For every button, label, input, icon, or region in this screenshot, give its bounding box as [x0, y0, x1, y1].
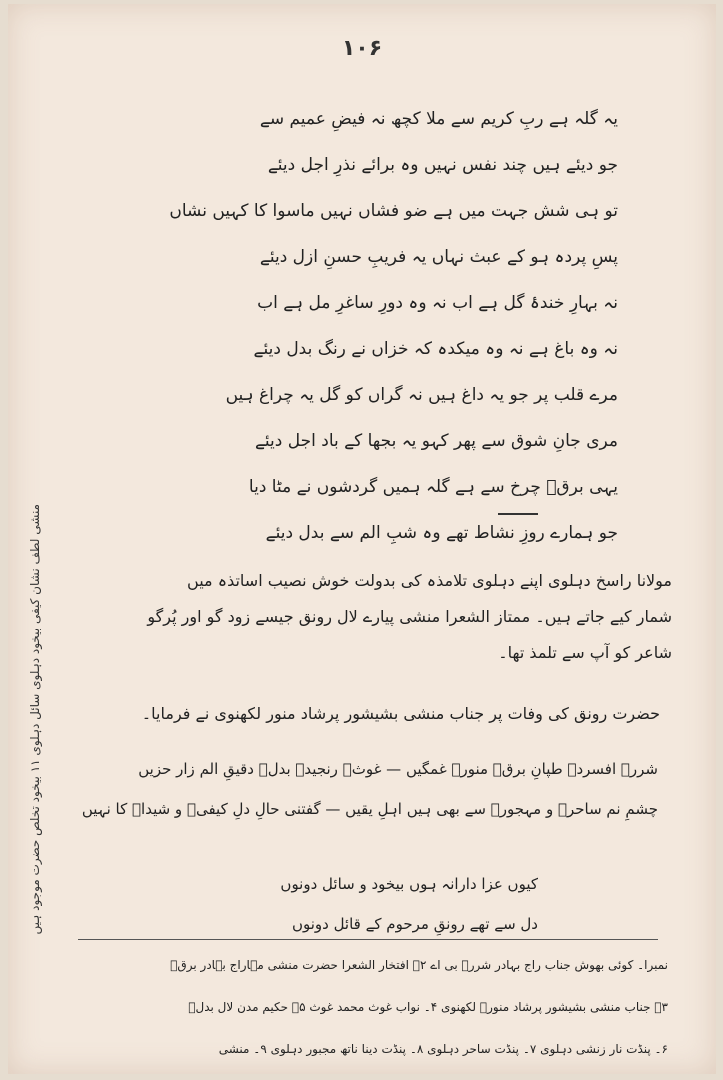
margin-annotation-text: منشی لطف نشان کیفی بیخود دہلوی سائل دہلوی ۱۱ بیخود تخلص حضرت موجود ہیں: [28, 504, 42, 935]
verse-line: تو ہی شش جہت میں ہے ضو فشاں نہیں ماسوا کا کہیں نشاں: [169, 200, 618, 221]
closing-couplet: [158, 864, 538, 944]
verse-line: مرے قلب پر جو یہ داغ ہیں نہ گراں کو گل یہ چراغ ہیں: [225, 384, 618, 405]
verse-line: نہ وہ باغ ہے نہ وہ میکدہ کہ خزاں نے رنگ بدل دیئے: [253, 338, 618, 359]
verse-line: پسِ پردہ ہو کے عبث نہاں یہ فریبِ حسنِ ازل دیئے: [259, 246, 618, 267]
footnote-line: ۶۔ پنڈت نار زنشی دہلوی ۷۔ پنڈت ساحر دہلوی ۸۔ پنڈت دینا ناتھ مجبور دہلوی ۹۔ منشی: [218, 1042, 668, 1056]
tribute-line: شررؔ افسردہ طپانِ برقؔ منورؔ غمگیں — غوثؔ رنجیدہ بدلؔ دقیقِ الم زار حزیں: [138, 760, 658, 778]
footnote-line: نمبرا۔ کوئی بھوش جناب راج بہادر شررؔ بی اے ۲۔ افتخار الشعرا حضرت منشی مہاراج بہادر برقؔ: [170, 958, 668, 972]
tribute-verses: [48, 749, 658, 829]
verse-line: جو ہمارے روزِ نشاط تھے وہ شبِ الم سے بدل دیئے: [265, 522, 618, 543]
footnotes: [68, 944, 668, 1070]
footnote-divider: [78, 939, 658, 940]
document-page: [8, 4, 716, 1074]
prose-paragraph: [60, 562, 672, 670]
closing-line: دل سے تھے رونقِ مرحوم کے قائل دونوں: [291, 915, 538, 933]
margin-annotation: [20, 504, 50, 1064]
prose-line: شمار کیے جاتے ہیں۔ ممتاز الشعرا منشی پیارے لال رونق جیسے زود گو اور پُرگو: [147, 606, 672, 626]
verse-line: مری جانِ شوق سے پھر کہو یہ بجھا کے باد اجل دیئے: [254, 430, 618, 451]
closing-line: کیوں عزا دارانہ ہوں بیخود و سائل دونوں: [280, 875, 538, 893]
pen-underline-mark: [498, 509, 538, 515]
footnote-line: ۳۔ جناب منشی بشیشور پرشاد منورؔ لکھنوی ۴۔ نواب غوث محمد غوث ۵۔ حکیم مدن لال بدلؔ: [188, 1000, 668, 1014]
tribute-line: چشمِ نم ساحرؔ و مہجورؔ سے بھی ہیں اہلِ یقیں — گفتنی حالِ دلِ کیفیؔ و شیداؔ کا نہیں: [81, 800, 658, 818]
verse-line: یہ گلہ ہے ربِ کریم سے ملا کچھ نہ فیضِ عمیم سے: [259, 108, 618, 129]
ghazal-verses: [118, 96, 618, 556]
section-heading: حضرت رونق کی وفات پر جناب منشی بشیشور پرشاد منور لکھنوی نے فرمایا۔: [141, 704, 660, 723]
verse-line: یہی برقؔ چرخ سے ہے گلہ ہمیں گردشوں نے مٹا دیا: [248, 476, 618, 497]
prose-line: مولانا راسخ دہلوی اپنے دہلوی تلامذہ کی بدولت خوش نصیب اساتذہ میں: [187, 570, 672, 590]
verse-line: نہ بہارِ خندۂ گل ہے اب نہ وہ دورِ ساغرِ مل ہے اب: [257, 292, 618, 313]
page-number: ۱۰۶: [341, 36, 383, 61]
verse-line: جو دیئے ہیں چند نفس نہیں وہ برائے نذرِ اجل دیئے: [267, 154, 618, 175]
prose-line: شاعر کو آپ سے تلمذ تھا۔: [498, 642, 672, 662]
